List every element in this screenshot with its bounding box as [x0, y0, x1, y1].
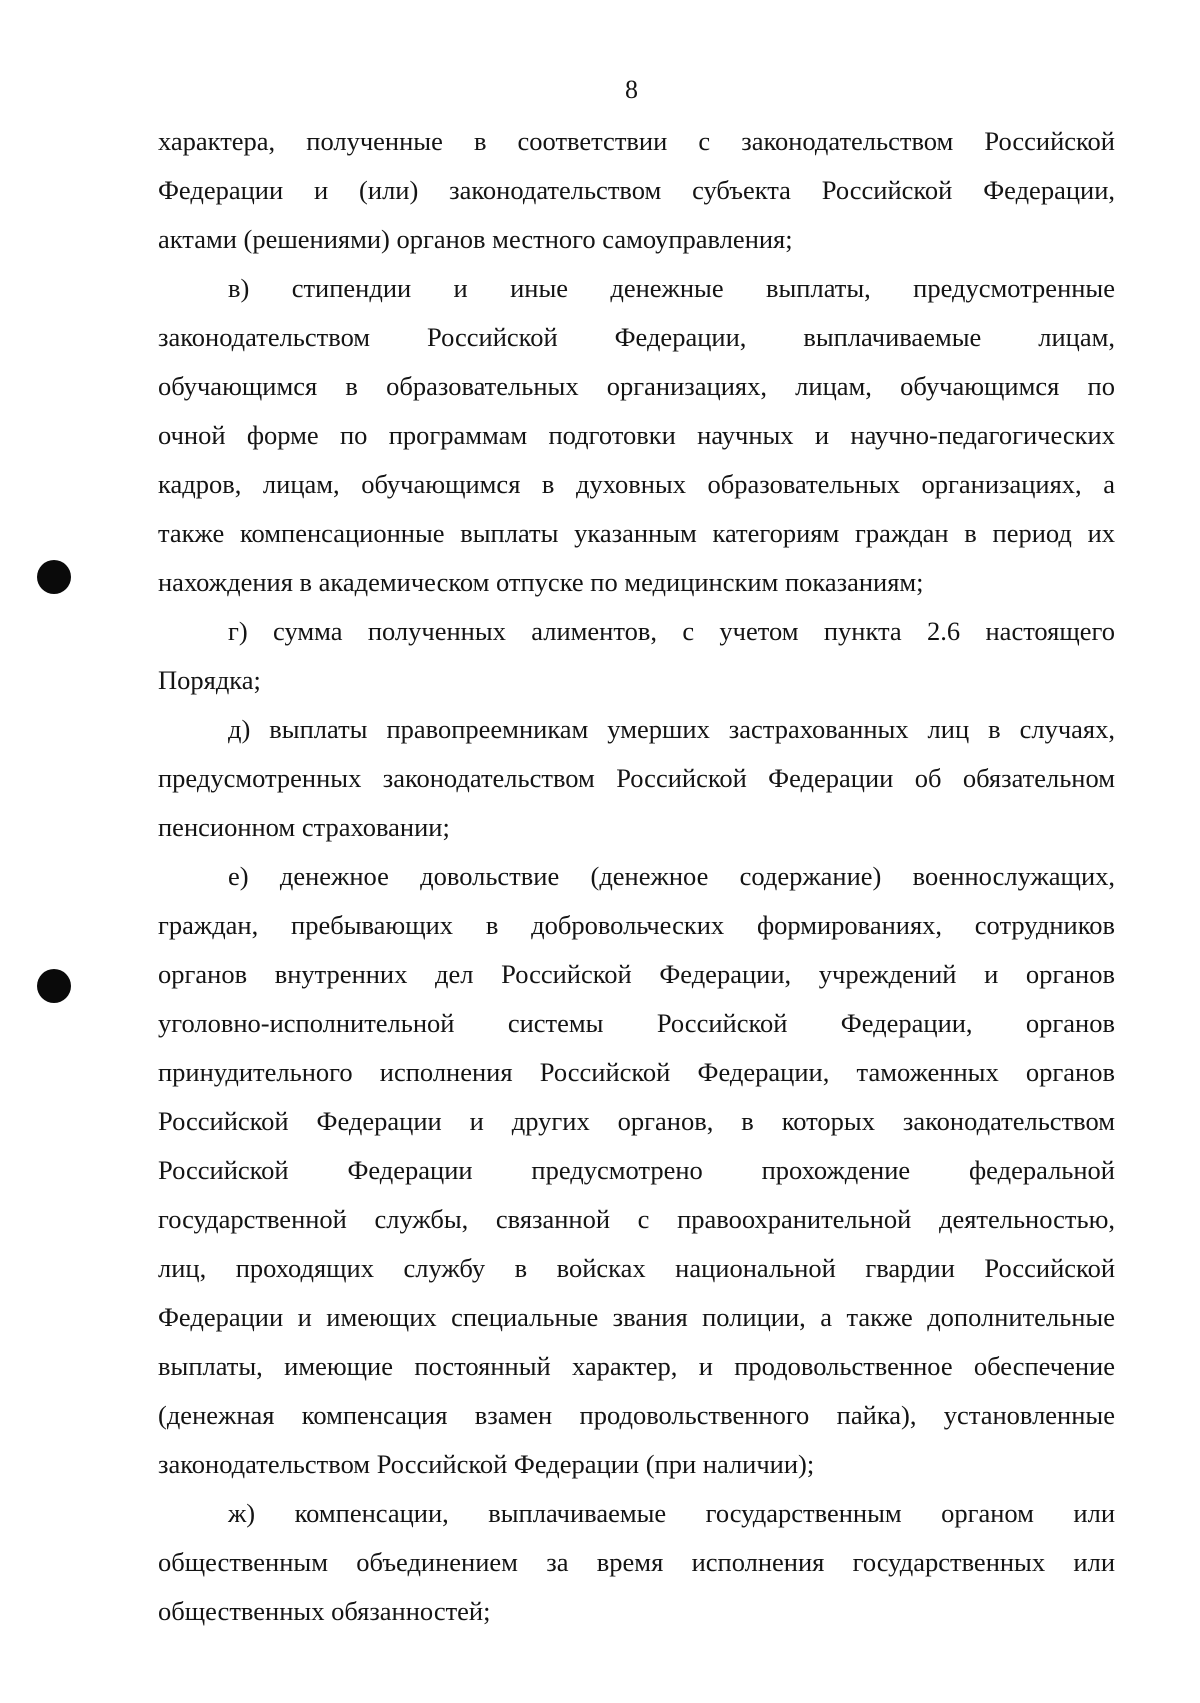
body-text — [158, 117, 1115, 1636]
text-line: пенсионном страховании; — [158, 812, 450, 842]
text-line: очной форме по программам подготовки научных и научно-педагогических — [158, 420, 1115, 450]
paragraph-item-zh — [158, 1489, 1115, 1636]
text-line: г) сумма полученных алиментов, с учетом пункта 2.6 настоящего — [228, 616, 1115, 646]
text-line: законодательством Российской Федерации (при наличии); — [158, 1449, 815, 1479]
text-line: д) выплаты правопреемникам умерших застрахованных лиц в случаях, — [228, 714, 1115, 744]
text-line: нахождения в академическом отпуске по медицинским показаниям; — [158, 567, 924, 597]
text-line: ж) компенсации, выплачиваемые государственным органом или — [228, 1498, 1115, 1528]
text-line: кадров, лицам, обучающимся в духовных образовательных организациях, а — [158, 469, 1115, 499]
text-line: органов внутренних дел Российской Федерации, учреждений и органов — [158, 959, 1115, 989]
text-line: принудительного исполнения Российской Федерации, таможенных органов — [158, 1057, 1115, 1087]
paragraph-item-g — [158, 607, 1115, 705]
text-line: также компенсационные выплаты указанным категориям граждан в период их — [158, 518, 1115, 548]
text-line: характера, полученные в соответствии с законодательством Российской — [158, 126, 1115, 156]
text-line: актами (решениями) органов местного самоуправления; — [158, 224, 793, 254]
text-line: законодательством Российской Федерации, выплачиваемые лицам, — [158, 322, 1115, 352]
paragraph-item-d — [158, 705, 1115, 852]
paragraph-item-e — [158, 852, 1115, 1489]
text-line: выплаты, имеющие постоянный характер, и продовольственное обеспечение — [158, 1351, 1115, 1381]
punch-hole-mark — [37, 560, 71, 594]
punch-hole-mark — [37, 969, 71, 1003]
text-line: Российской Федерации предусмотрено прохождение федеральной — [158, 1155, 1115, 1185]
text-line: Российской Федерации и других органов, в которых законодательством — [158, 1106, 1115, 1136]
text-line: Федерации и (или) законодательством субъекта Российской Федерации, — [158, 175, 1115, 205]
paragraph-continuation — [158, 117, 1115, 264]
page-number: 8 — [625, 75, 638, 104]
text-line: уголовно-исполнительной системы Российской Федерации, органов — [158, 1008, 1115, 1038]
text-line: (денежная компенсация взамен продовольственного пайка), установленные — [158, 1400, 1115, 1430]
text-line: Порядка; — [158, 665, 261, 695]
text-line: в) стипендии и иные денежные выплаты, предусмотренные — [228, 273, 1115, 303]
text-line: граждан, пребывающих в добровольческих формированиях, сотрудников — [158, 910, 1115, 940]
text-line: общественных обязанностей; — [158, 1596, 491, 1626]
text-line: е) денежное довольствие (денежное содержание) военнослужащих, — [228, 861, 1115, 891]
text-line: лиц, проходящих службу в войсках национальной гвардии Российской — [158, 1253, 1115, 1283]
text-line: предусмотренных законодательством Российской Федерации об обязательном — [158, 763, 1115, 793]
text-line: государственной службы, связанной с правоохранительной деятельностью, — [158, 1204, 1115, 1234]
paragraph-item-v — [158, 264, 1115, 607]
text-line: обучающимся в образовательных организациях, лицам, обучающимся по — [158, 371, 1115, 401]
text-line: общественным объединением за время исполнения государственных или — [158, 1547, 1115, 1577]
text-line: Федерации и имеющих специальные звания полиции, а также дополнительные — [158, 1302, 1115, 1332]
